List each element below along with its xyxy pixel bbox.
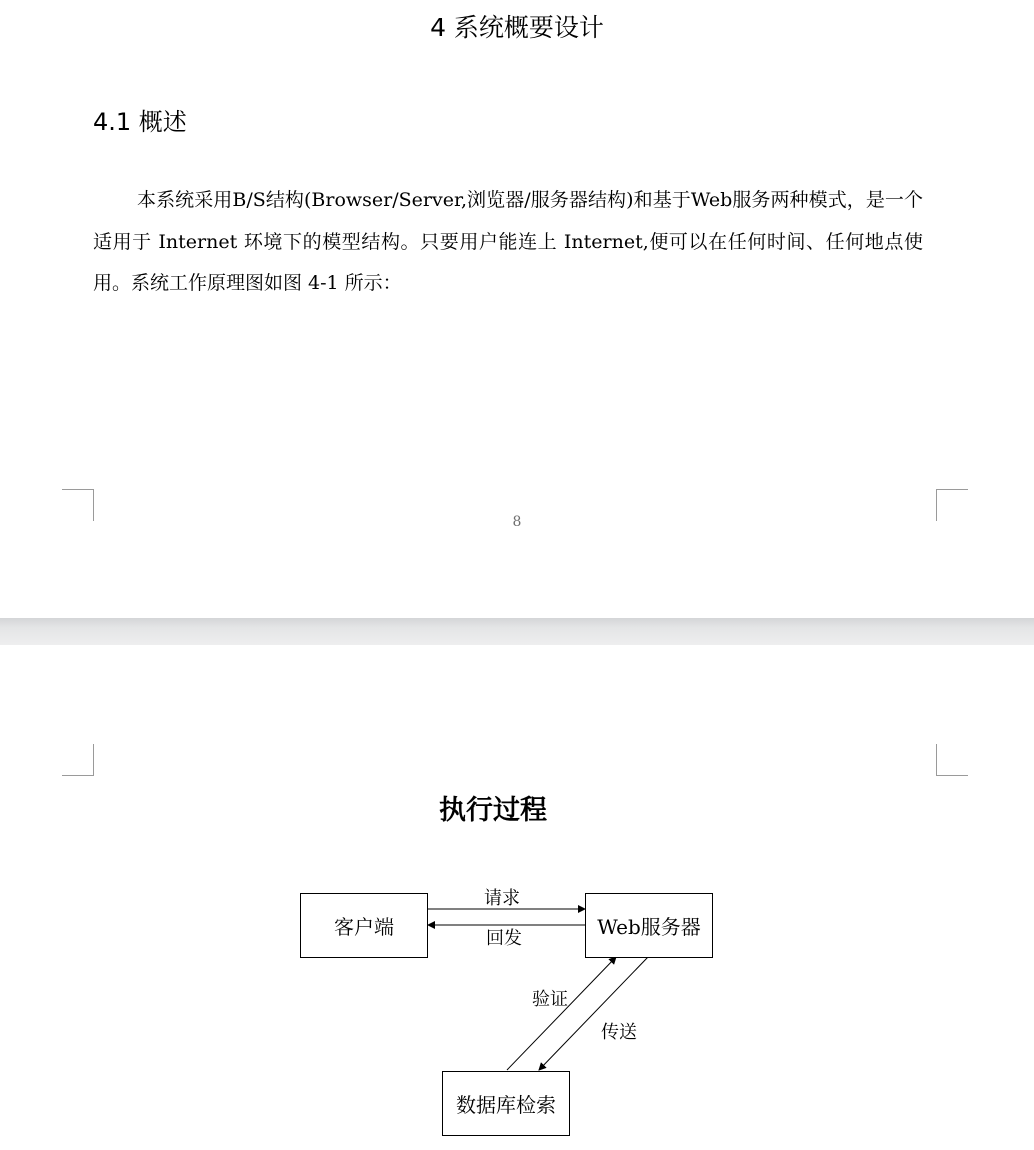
page-number: 8 <box>512 514 522 530</box>
section-title: 4.1 概述 <box>93 108 187 136</box>
page-gap <box>0 618 1034 645</box>
body-paragraph: 本系统采用B/S结构(Browser/Server,浏览器/服务器结构)和基于Web服务两种模式，是一个适用于 Internet 环境下的模型结构。只要用户能连上 Internet,便可以在任何时间、任何地点使用。系统工作原理图如图 4-1 所示： <box>93 189 923 294</box>
reply-label: 回发 <box>486 928 522 949</box>
chapter-title: 4 系统概要设计 <box>430 13 604 42</box>
database-node: 数据库检索 <box>442 1071 570 1136</box>
figure-title: 执行过程 <box>439 795 547 826</box>
web-server-node: Web服务器 <box>585 893 713 958</box>
request-label: 请求 <box>484 888 520 909</box>
client-node: 客户端 <box>300 893 428 958</box>
transfer-arrow <box>539 957 648 1070</box>
document-page-2 <box>0 645 1034 1150</box>
transfer-label: 传送 <box>601 1022 637 1043</box>
verify-label: 验证 <box>532 989 568 1010</box>
verify-arrow <box>507 957 616 1070</box>
